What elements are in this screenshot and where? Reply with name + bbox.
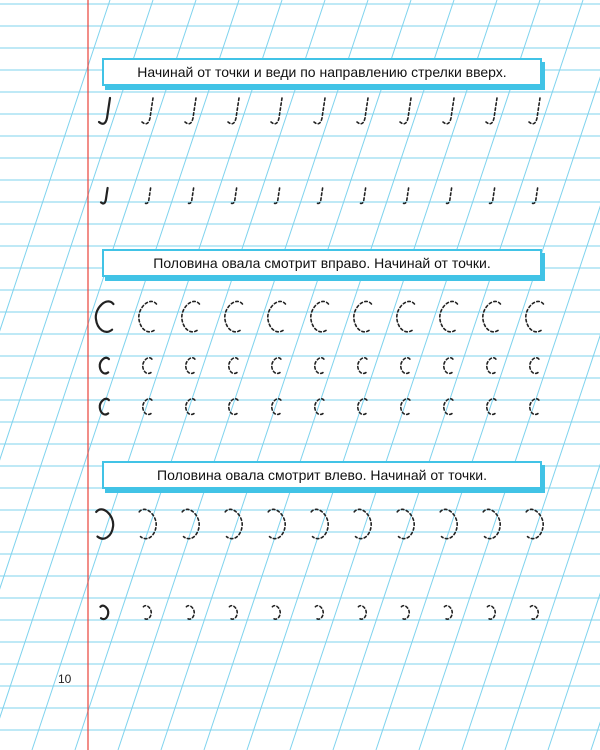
- slant-rule: [204, 0, 454, 750]
- right-facing-half-oval-trace: [143, 399, 152, 415]
- slant-rule: [0, 0, 110, 750]
- hook-stroke-trace: [314, 98, 325, 124]
- hook-stroke-trace: [486, 98, 497, 124]
- right-facing-half-oval-trace: [358, 399, 367, 415]
- right-facing-half-oval-trace: [272, 358, 281, 374]
- right-facing-half-oval-trace: [530, 399, 539, 415]
- slant-rule: [419, 0, 600, 750]
- right-facing-half-oval-trace: [487, 399, 496, 415]
- right-facing-half-oval-trace: [530, 358, 539, 374]
- right-facing-half-oval-sample: [100, 358, 109, 374]
- page-number: 10: [58, 672, 72, 686]
- instruction-text-2: Половина овала смотрит вправо. Начинай от точки.: [153, 255, 491, 271]
- slant-rule: [290, 0, 540, 750]
- right-facing-half-oval-trace: [229, 358, 238, 374]
- right-facing-half-oval-trace: [401, 399, 410, 415]
- slant-rule: [462, 0, 600, 750]
- left-facing-half-oval-trace: [530, 606, 538, 620]
- right-facing-half-oval-trace: [225, 301, 243, 331]
- slant-rule: [32, 0, 282, 750]
- slant-rule: [591, 0, 600, 750]
- slant-rule: [0, 0, 196, 750]
- hook-stroke-trace: [488, 188, 495, 203]
- left-facing-half-oval-trace: [186, 606, 194, 620]
- right-facing-half-oval-trace: [315, 399, 324, 415]
- hook-stroke-trace: [357, 98, 368, 124]
- hook-stroke-trace: [531, 188, 538, 203]
- right-facing-half-oval-trace: [186, 399, 195, 415]
- right-facing-half-oval-trace: [354, 301, 372, 331]
- right-facing-half-oval-trace: [268, 301, 286, 331]
- hook-stroke-sample: [101, 188, 108, 203]
- hook-stroke-trace: [529, 98, 540, 124]
- hook-stroke-trace: [400, 98, 411, 124]
- hook-stroke-trace: [142, 98, 153, 124]
- hook-stroke-trace: [230, 188, 237, 203]
- hook-stroke-trace: [445, 188, 452, 203]
- right-facing-half-oval-trace: [397, 301, 415, 331]
- horizontal-rules: [0, 4, 600, 730]
- hook-stroke-sample: [99, 98, 110, 124]
- slant-rule: [247, 0, 497, 750]
- hook-stroke-trace: [316, 188, 323, 203]
- right-facing-half-oval-trace: [139, 301, 157, 331]
- left-facing-half-oval-trace: [272, 606, 280, 620]
- right-facing-half-oval-trace: [440, 301, 458, 331]
- left-facing-half-oval-trace: [487, 606, 495, 620]
- right-facing-half-oval-trace: [483, 301, 501, 331]
- slant-rule: [0, 0, 153, 750]
- right-facing-half-oval-sample: [96, 301, 114, 331]
- right-facing-half-oval-trace: [526, 301, 544, 331]
- right-facing-half-oval-trace: [487, 358, 496, 374]
- hook-stroke-trace: [359, 188, 366, 203]
- slant-rule: [161, 0, 411, 750]
- left-facing-half-oval-trace: [401, 606, 409, 620]
- left-facing-half-oval-trace: [315, 606, 323, 620]
- slant-rule: [548, 0, 600, 750]
- instruction-text-1: Начинай от точки и веди по направлению стрелки вверх.: [137, 64, 507, 80]
- slant-rule: [75, 0, 325, 750]
- hook-stroke-trace: [271, 98, 282, 124]
- right-facing-half-oval-trace: [444, 399, 453, 415]
- right-facing-half-oval-trace: [358, 358, 367, 374]
- hook-stroke-trace: [273, 188, 280, 203]
- right-facing-half-oval-trace: [229, 399, 238, 415]
- right-facing-half-oval-sample: [100, 399, 109, 415]
- slant-rule: [376, 0, 600, 750]
- right-facing-half-oval-trace: [311, 301, 329, 331]
- hook-stroke-trace: [144, 188, 151, 203]
- left-facing-half-oval-trace: [358, 606, 366, 620]
- hook-stroke-trace: [443, 98, 454, 124]
- hook-stroke-trace: [228, 98, 239, 124]
- left-facing-half-oval-trace: [444, 606, 452, 620]
- left-facing-half-oval-trace: [229, 606, 237, 620]
- right-facing-half-oval-trace: [143, 358, 152, 374]
- right-facing-half-oval-trace: [401, 358, 410, 374]
- right-facing-half-oval-trace: [444, 358, 453, 374]
- left-facing-half-oval-sample: [100, 606, 108, 620]
- instruction-text-3: Половина овала смотрит влево. Начинай от точки.: [157, 467, 487, 483]
- hook-stroke-trace: [185, 98, 196, 124]
- instruction-box-3: [102, 461, 542, 489]
- instruction-box-1: [102, 58, 542, 86]
- right-facing-half-oval-trace: [315, 358, 324, 374]
- left-facing-half-oval-trace: [143, 606, 151, 620]
- right-facing-half-oval-trace: [186, 358, 195, 374]
- hook-stroke-trace: [187, 188, 194, 203]
- slant-rule: [333, 0, 583, 750]
- right-facing-half-oval-trace: [182, 301, 200, 331]
- slant-rule: [118, 0, 368, 750]
- right-facing-half-oval-trace: [272, 399, 281, 415]
- slant-rule: [0, 0, 239, 750]
- instruction-box-2: [102, 249, 542, 277]
- hook-stroke-trace: [402, 188, 409, 203]
